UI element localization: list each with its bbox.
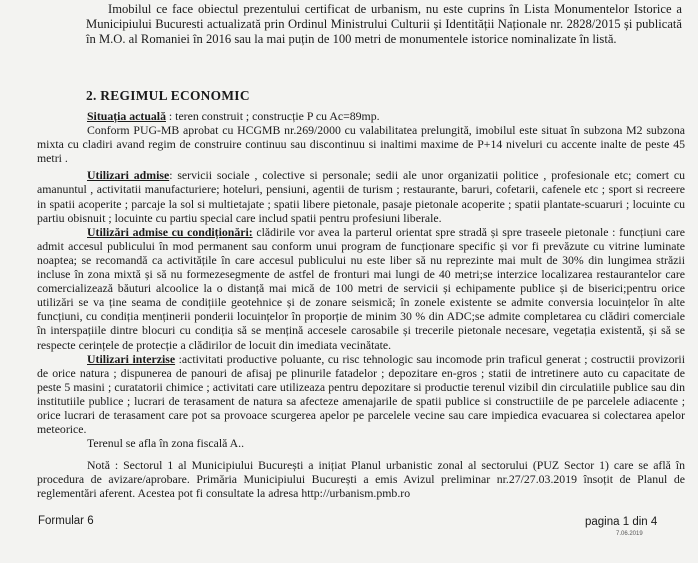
conditionari-text: clădirile vor avea la parterul orientat spre stradă și spre traseele pietonale : funcțiuni care admit accesul publicului în mod permanent sau conform unui program de funcționare specific și vor fi prevăzute cu vitrine luminate noaptea; se recomandă ca activitățile în care accesul publicului nu este liber să nu reprezinte mai mult de 30% din lungimea străzii incluse în zona mixtă și să nu formezesegmente de astfel de fronturi mai lungi de 40 metri;se interzice localizarea restaurantelor care comercializează băuturi alcoolice la o distanță mai mică de 100 metri de servicii și echipamente publice și de biserici;pentru orice utilizări se va ține seama de condițiile geotehnice și de zonare seismică; în zonele existente se admite conversia locuințelor în alte funcțiuni, cu condiția menținerii ponderii locuințelor în proporție de minim 30 % din ADC;se admite completarea cu clădiri comerciale în interspațiile dintre blocuri cu condiția să se mențină accesele carosabile și trecerile pietonale necesare, vegetația existentă, și să se respecte cerințele de protecție a clădirilor de locuit din imediata vecinătate. bbox=[37, 224, 685, 352]
admise-paragraph bbox=[37, 168, 685, 224]
note-block bbox=[37, 458, 685, 500]
situatia-label: Situația actuală bbox=[87, 109, 166, 123]
conform-paragraph: Conform PUG-MB aprobat cu HCGMB nr.269/2000 cu valabilitatea prelungită, imobilul este situat în subzona M2 subzona mixta cu cladiri avand regim de construire continuu sau discontinuu si inaltimi maxime de P+14 niveluri cu accente inalte de peste 45 metri . bbox=[37, 123, 685, 166]
situatia-text: : teren construit ; construcție P cu Ac=89mp. bbox=[165, 109, 380, 123]
admise-label: Utilizari admise bbox=[87, 168, 170, 183]
nota-paragraph: Notă : Sectorul 1 al Municipiului București a inițiat Planul urbanistic zonal al sectorului (PUZ Sector 1) care se află în procedura de avizare/aprobare. Primăria Municipiului București a emis Avizul preliminar nr.27/27.03.2019 însoțit de Planul de reglementări aferent. Acestea pot fi consultate la adresa http://urbanism.pmb.ro bbox=[37, 458, 685, 501]
intro-text: Imobilul ce face obiectul prezentului certificat de urbanism, nu este cuprins în Lista Monumentelor Istorice a Municipiului Bucuresti actualizată prin Ordinul Ministrului Culturii și Identității Naționale nr. 2828/2015 și publicată în M.O. al Romaniei în 2016 sau la mai puțin de 100 metri de monumentele istorice nominalizate în listă. bbox=[86, 2, 682, 47]
section-heading: 2. REGIMUL ECONOMIC bbox=[86, 88, 250, 103]
form-number: Formular 6 bbox=[38, 515, 94, 527]
admise-text: : servicii sociale , colective si personale; sedii ale unor organizatii politice , profesionale etc; comert cu amanuntul , activitatii manufacturiere; hoteluri, pensiuni, agentii de turism ; restaurante, baruri, cofetarii, cafenele etc ; sport si recreere in spatii acoperite ; parcaje la sol si multietajate ; spatii libere pietonale, pasaje pietonale acoperite ; spatii plantate-scuaruri ; locuinte cu partiu obisnuit ; locuinte cu partiu special care includ spatii pentru profesiuni liberale. bbox=[37, 168, 685, 225]
conditionari-paragraph bbox=[37, 225, 685, 352]
interzise-text: :activitati productive poluante, cu risc tehnologic sau incomode prin traficul generat ; costructii provizorii de orice natura ; dispunerea de panouri de afisaj pe plinurile fatadelor ; depozitare en-gros ; statii de intretinere auto cu capacitate de peste 5 masini ; curatatorii chimice ; activitati care utilizeaza pentru depozitare si productie terenul vizibil din circulatiile publice sau din institutiile publice ; lucrari de terasament de natura sa afecteze amenajarile de spatii publice si constructiile de pe parcelele adiacente ; orice lucrari de terasament care pot sa provoace scurgerea apelor pe parcelele vecine sau care impiedica evacuarea si colectarea apelor meteorice. bbox=[37, 351, 685, 437]
situatia-paragraph bbox=[37, 109, 685, 123]
fiscal-paragraph: Terenul se afla în zona fiscală A.. bbox=[87, 436, 245, 451]
interzise-paragraph bbox=[37, 352, 685, 437]
conditionari-label: Utilizări admise cu condiționări: bbox=[87, 224, 253, 239]
page-number: pagina 1 din 4 bbox=[585, 516, 658, 528]
intro-paragraph bbox=[86, 2, 682, 48]
interzise-label: Utilizari interzise bbox=[87, 351, 176, 366]
section-body bbox=[37, 109, 685, 450]
footer-date: 7.06.2019 bbox=[616, 531, 643, 537]
